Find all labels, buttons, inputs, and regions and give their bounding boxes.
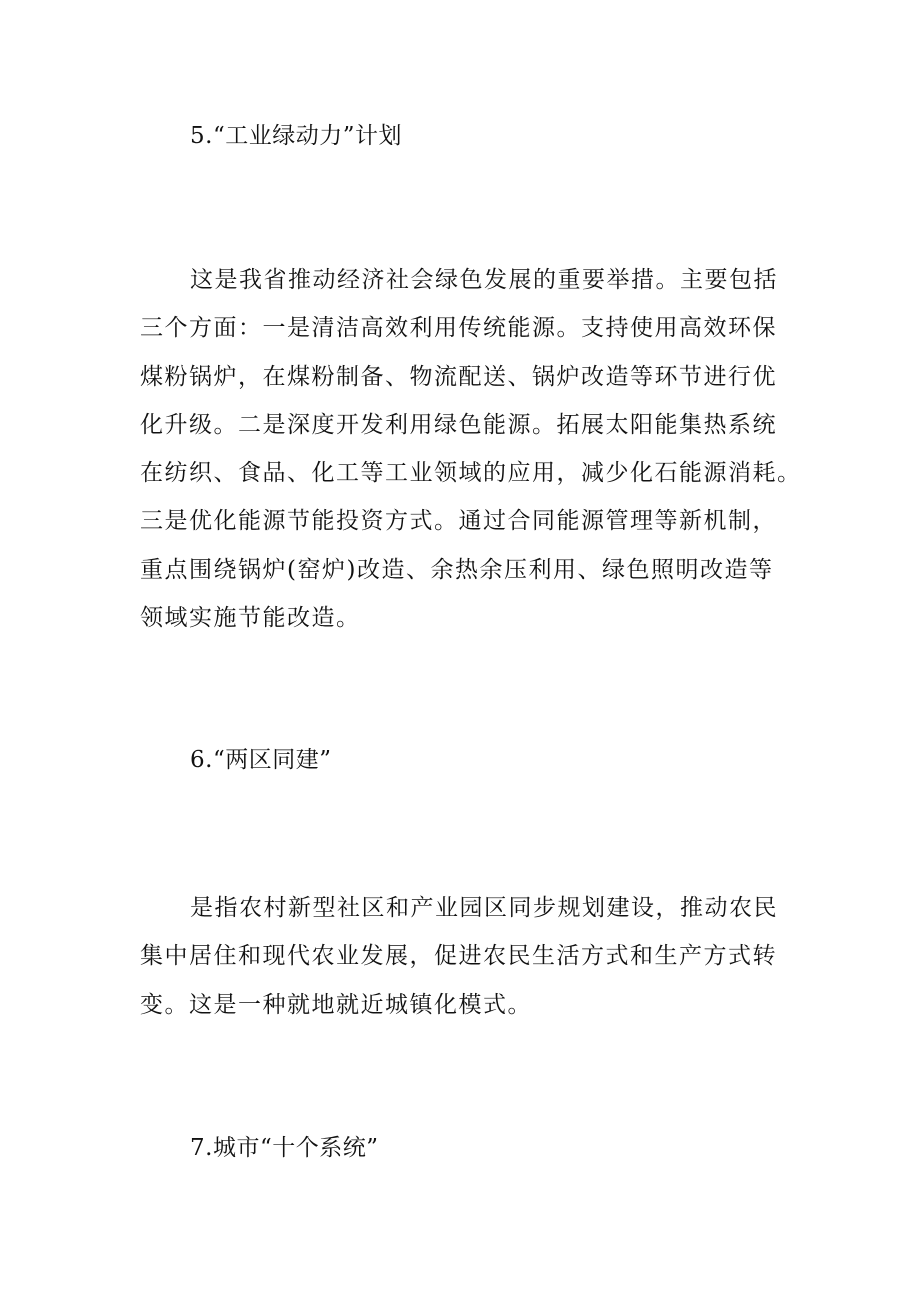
section-paragraph-6 bbox=[140, 884, 790, 1029]
paragraph-line: 三是优化能源节能投资方式。通过合同能源管理等新机制， bbox=[140, 508, 777, 535]
paragraph-line: 领域实施节能改造。 bbox=[140, 605, 361, 632]
paragraph-line: 变。这是一种就地就近城镇化模式。 bbox=[140, 991, 532, 1018]
paragraph-line: 化升级。二是深度开发利用绿色能源。拓展太阳能集热系统 bbox=[140, 411, 777, 438]
paragraph-line: 是指农村新型社区和产业园区同步规划建设，推动农民 bbox=[190, 895, 778, 921]
section-heading-5: 5.“工业绿动力”计划 bbox=[190, 123, 402, 149]
paragraph-line: 三个方面：一是清洁高效利用传统能源。支持使用高效环保 bbox=[140, 315, 777, 342]
paragraph-line: 在纺织、食品、化工等工业领域的应用，减少化石能源消耗。 bbox=[140, 460, 802, 487]
paragraph-line: 重点围绕锅炉(窑炉)改造、余热余压利用、绿色照明改造等 bbox=[140, 556, 774, 583]
section-heading-6: 6.“两区同建” bbox=[190, 747, 332, 773]
paragraph-line: 集中居住和现代农业发展，促进农民生活方式和生产方式转 bbox=[140, 943, 777, 970]
paragraph-line: 这是我省推动经济社会绿色发展的重要举措。主要包括 bbox=[190, 267, 778, 293]
section-heading-7: 7.城市“十个系统” bbox=[190, 1135, 379, 1161]
section-paragraph-5 bbox=[140, 256, 802, 642]
paragraph-line: 煤粉锅炉，在煤粉制备、物流配送、锅炉改造等环节进行优 bbox=[140, 363, 777, 390]
